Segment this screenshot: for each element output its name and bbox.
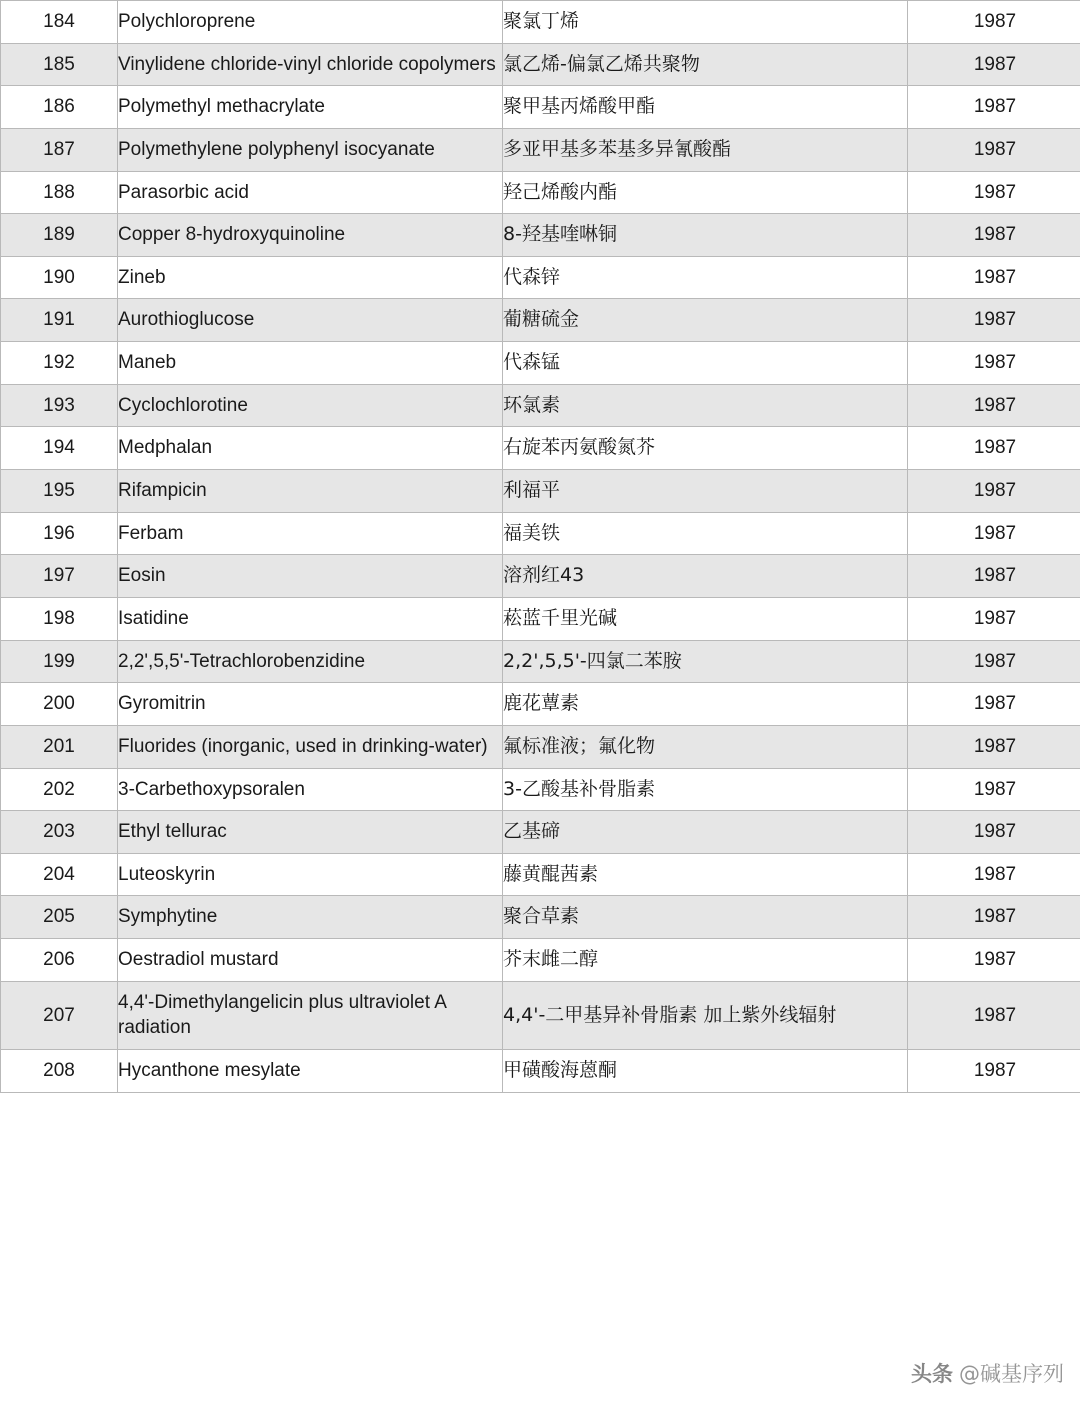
cell-number: 187 [1, 128, 118, 171]
cell-english-name: Polymethylene polyphenyl isocyanate [118, 128, 503, 171]
cell-chinese-name: 溶剂红43 [503, 555, 908, 598]
cell-number: 205 [1, 896, 118, 939]
cell-chinese-name: 环氯素 [503, 384, 908, 427]
table-row [1, 128, 1080, 171]
cell-year: 1987 [908, 86, 1080, 129]
cell-chinese-name: 葡糖硫金 [503, 299, 908, 342]
table-row [1, 470, 1080, 513]
watermark [911, 1358, 1064, 1388]
cell-chinese-name: 4,4'-二甲基异补骨脂素 加上紫外线辐射 [503, 981, 908, 1049]
table-row [1, 299, 1080, 342]
cell-number: 200 [1, 683, 118, 726]
cell-year: 1987 [908, 1, 1080, 44]
cell-english-name: Isatidine [118, 597, 503, 640]
cell-year: 1987 [908, 597, 1080, 640]
cell-number: 201 [1, 725, 118, 768]
cell-chinese-name: 2,2',5,5'-四氯二苯胺 [503, 640, 908, 683]
cell-english-name: Eosin [118, 555, 503, 598]
cell-english-name: Medphalan [118, 427, 503, 470]
table-row [1, 342, 1080, 385]
cell-chinese-name: 藤黄醌茜素 [503, 853, 908, 896]
table-row [1, 981, 1080, 1049]
cell-number: 196 [1, 512, 118, 555]
cell-number: 202 [1, 768, 118, 811]
cell-english-name: Vinylidene chloride-vinyl chloride copolymers [118, 43, 503, 86]
cell-english-name: Maneb [118, 342, 503, 385]
cell-english-name: Zineb [118, 256, 503, 299]
cell-chinese-name: 代森锌 [503, 256, 908, 299]
cell-english-name: 4,4'-Dimethylangelicin plus ultraviolet A radiation [118, 981, 503, 1049]
cell-number: 203 [1, 811, 118, 854]
cell-chinese-name: 甲磺酸海蒽酮 [503, 1050, 908, 1093]
cell-year: 1987 [908, 640, 1080, 683]
cell-english-name: Aurothioglucose [118, 299, 503, 342]
cell-english-name: Fluorides (inorganic, used in drinking-water) [118, 725, 503, 768]
cell-year: 1987 [908, 427, 1080, 470]
cell-number: 194 [1, 427, 118, 470]
table-row [1, 214, 1080, 257]
cell-english-name: Parasorbic acid [118, 171, 503, 214]
cell-year: 1987 [908, 299, 1080, 342]
cell-number: 190 [1, 256, 118, 299]
cell-year: 1987 [908, 939, 1080, 982]
cell-year: 1987 [908, 853, 1080, 896]
cell-number: 195 [1, 470, 118, 513]
table-row [1, 597, 1080, 640]
cell-english-name: 2,2',5,5'-Tetrachlorobenzidine [118, 640, 503, 683]
watermark-logo: 头条 [911, 1362, 953, 1386]
table-row [1, 683, 1080, 726]
cell-chinese-name: 利福平 [503, 470, 908, 513]
cell-chinese-name: 3-乙酸基补骨脂素 [503, 768, 908, 811]
cell-year: 1987 [908, 768, 1080, 811]
table-row [1, 384, 1080, 427]
watermark-text: @碱基序列 [959, 1362, 1064, 1386]
cell-english-name: Copper 8-hydroxyquinoline [118, 214, 503, 257]
cell-chinese-name: 鹿花蕈素 [503, 683, 908, 726]
table-row [1, 86, 1080, 129]
cell-english-name: Luteoskyrin [118, 853, 503, 896]
cell-chinese-name: 菘蓝千里光碱 [503, 597, 908, 640]
cell-year: 1987 [908, 384, 1080, 427]
table-row [1, 725, 1080, 768]
cell-english-name: Oestradiol mustard [118, 939, 503, 982]
cell-chinese-name: 代森锰 [503, 342, 908, 385]
table-row [1, 939, 1080, 982]
cell-number: 191 [1, 299, 118, 342]
cell-english-name: Polymethyl methacrylate [118, 86, 503, 129]
cell-year: 1987 [908, 470, 1080, 513]
cell-number: 184 [1, 1, 118, 44]
cell-number: 188 [1, 171, 118, 214]
cell-year: 1987 [908, 1050, 1080, 1093]
cell-english-name: Rifampicin [118, 470, 503, 513]
table-body [1, 1, 1080, 1093]
cell-year: 1987 [908, 128, 1080, 171]
cell-number: 208 [1, 1050, 118, 1093]
cell-chinese-name: 芥末雌二醇 [503, 939, 908, 982]
cell-year: 1987 [908, 214, 1080, 257]
cell-english-name: Ferbam [118, 512, 503, 555]
cell-year: 1987 [908, 683, 1080, 726]
cell-year: 1987 [908, 43, 1080, 86]
table-row [1, 512, 1080, 555]
table-row [1, 43, 1080, 86]
cell-number: 198 [1, 597, 118, 640]
cell-english-name: Symphytine [118, 896, 503, 939]
cell-year: 1987 [908, 555, 1080, 598]
cell-english-name: 3-Carbethoxypsoralen [118, 768, 503, 811]
table-row [1, 1, 1080, 44]
cell-chinese-name: 右旋苯丙氨酸氮芥 [503, 427, 908, 470]
table-row [1, 427, 1080, 470]
table-row [1, 896, 1080, 939]
table-row [1, 811, 1080, 854]
cell-number: 199 [1, 640, 118, 683]
table-row [1, 768, 1080, 811]
cell-chinese-name: 聚合草素 [503, 896, 908, 939]
cell-chinese-name: 福美铁 [503, 512, 908, 555]
table-row [1, 171, 1080, 214]
cell-number: 185 [1, 43, 118, 86]
table-row [1, 853, 1080, 896]
cell-chinese-name: 8-羟基喹啉铜 [503, 214, 908, 257]
cell-number: 207 [1, 981, 118, 1049]
cell-english-name: Cyclochlorotine [118, 384, 503, 427]
cell-year: 1987 [908, 981, 1080, 1049]
table-row [1, 555, 1080, 598]
cell-number: 189 [1, 214, 118, 257]
cell-chinese-name: 氯乙烯-偏氯乙烯共聚物 [503, 43, 908, 86]
cell-year: 1987 [908, 256, 1080, 299]
cell-year: 1987 [908, 512, 1080, 555]
cell-chinese-name: 聚甲基丙烯酸甲酯 [503, 86, 908, 129]
cell-english-name: Gyromitrin [118, 683, 503, 726]
cell-chinese-name: 氟标准液；氟化物 [503, 725, 908, 768]
table-row [1, 1050, 1080, 1093]
cell-chinese-name: 羟己烯酸内酯 [503, 171, 908, 214]
cell-number: 206 [1, 939, 118, 982]
cell-number: 192 [1, 342, 118, 385]
cell-number: 186 [1, 86, 118, 129]
cell-chinese-name: 乙基碲 [503, 811, 908, 854]
cell-number: 204 [1, 853, 118, 896]
cell-year: 1987 [908, 342, 1080, 385]
cell-year: 1987 [908, 725, 1080, 768]
cell-year: 1987 [908, 896, 1080, 939]
cell-english-name: Hycanthone mesylate [118, 1050, 503, 1093]
cell-english-name: Polychloroprene [118, 1, 503, 44]
cell-chinese-name: 聚氯丁烯 [503, 1, 908, 44]
cell-year: 1987 [908, 171, 1080, 214]
cell-english-name: Ethyl tellurac [118, 811, 503, 854]
cell-number: 193 [1, 384, 118, 427]
cell-number: 197 [1, 555, 118, 598]
table-row [1, 640, 1080, 683]
table-row [1, 256, 1080, 299]
cell-year: 1987 [908, 811, 1080, 854]
cell-chinese-name: 多亚甲基多苯基多异氰酸酯 [503, 128, 908, 171]
